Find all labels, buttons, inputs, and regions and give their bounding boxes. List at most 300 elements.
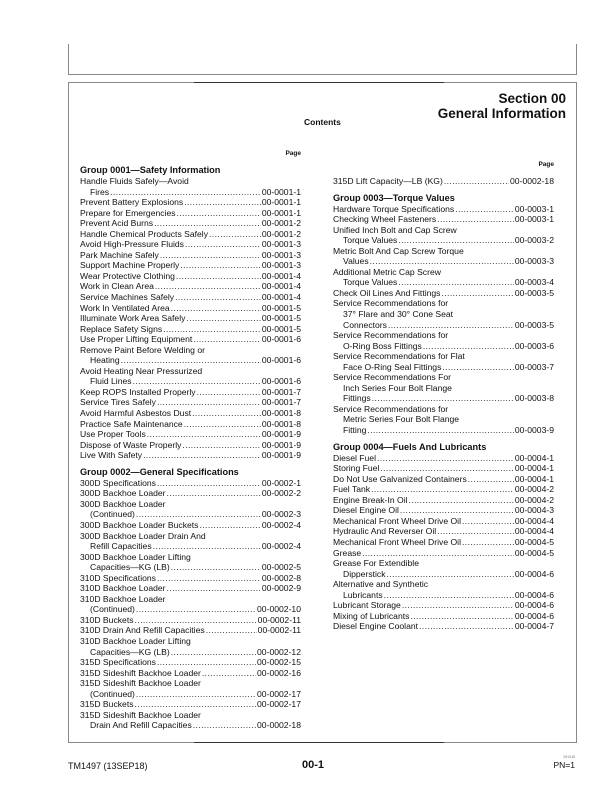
toc-entry-title: Drain And Refill Capacities [90, 720, 192, 731]
toc-entry-title: Mixing of Lubricants [333, 610, 410, 621]
toc-entry[interactable] [80, 678, 301, 699]
toc-entry-title: Torque Values [343, 235, 398, 246]
toc-entry-page: 00-0001-2 [261, 218, 301, 229]
toc-entry-page: 00-0002-2 [261, 488, 301, 499]
toc-entry-page: 00-0004-7 [514, 621, 554, 632]
toc-entry-page: 00-0001-4 [261, 292, 301, 303]
toc-entry-title: Capacities—KG (LB) [90, 562, 170, 573]
toc-entry-page: 00-0001-5 [261, 302, 301, 313]
toc-entry-page: 00-0001-4 [261, 270, 301, 281]
toc-entry-title: 300D Backhoe Loader Drain And [80, 530, 206, 541]
toc-entry-page: 00-0002-4 [261, 519, 301, 530]
dot-leader [184, 419, 261, 430]
toc-entry-title: Grease For Extendible [333, 558, 419, 569]
dot-leader [184, 197, 261, 208]
toc-entry-title: Handle Fluids Safely—Avoid [80, 176, 189, 186]
toc-entry-page: 00-0004-2 [514, 494, 554, 505]
toc-entry-title: Fitting [343, 425, 367, 436]
toc-entry-page: 00-0002-10 [257, 604, 301, 615]
toc-group [80, 165, 301, 461]
toc-entry-title: Inch Series Four Bolt Flange [343, 382, 452, 393]
toc-entry-page: 00-0001-6 [261, 334, 301, 345]
previous-page-frame [68, 44, 577, 75]
toc-entry[interactable] [333, 505, 554, 516]
toc-entry[interactable] [80, 478, 301, 489]
toc-entry[interactable] [333, 288, 554, 299]
toc-entry-page: 00-0001-8 [261, 418, 301, 429]
toc-entry[interactable] [80, 488, 301, 499]
toc-entry-title: Service Machines Safely [80, 292, 175, 303]
toc-entry-title: Additional Metric Cap Screw [333, 266, 441, 277]
toc-entry-title: 315D Sideshift Backhoe Loader [80, 709, 201, 720]
toc-groups-left [80, 165, 301, 731]
toc-entry-title: Prepare for Emergencies [80, 207, 176, 218]
toc-entry-page: 00-0002-8 [261, 572, 301, 583]
toc-entry-page: 00-0001-5 [261, 313, 301, 324]
dot-leader [136, 689, 256, 700]
toc-entry-title: 37° Flare and 30° Cone Seat [343, 309, 454, 320]
dot-leader [202, 668, 256, 679]
toc-group-title[interactable]: Group 0002—General Specifications [80, 466, 239, 477]
toc-entry-title: Unified Inch Bolt and Cap Screw [333, 224, 457, 235]
dot-leader [419, 621, 514, 632]
dot-leader [367, 425, 513, 436]
footer-pn: PN=1 [553, 760, 575, 770]
dot-leader [423, 341, 514, 352]
toc-entry-title: 315D Sideshift Backhoe Loader [80, 667, 201, 678]
toc-entry[interactable] [80, 397, 301, 408]
toc-entry-page: 00-0004-6 [514, 610, 554, 621]
toc-entry[interactable] [80, 208, 301, 219]
toc-entry[interactable] [333, 246, 554, 267]
dot-leader [167, 583, 261, 594]
toc-entry-page: 00-0002-4 [261, 541, 301, 552]
toc-entry-page: 00-0003-9 [514, 425, 554, 436]
toc-entry-page: 00-0004-1 [514, 463, 554, 474]
toc-group [333, 442, 554, 632]
toc-entry-title: Fires [90, 186, 110, 197]
footer-page-number: 00-1 [302, 759, 325, 771]
toc-entry-page: 00-0002-17 [257, 699, 301, 710]
toc-entry-page: 00-0001-9 [261, 439, 301, 450]
dot-leader [209, 229, 261, 240]
toc-entry[interactable] [80, 499, 301, 520]
toc-entry-page: 00-0001-3 [261, 239, 301, 250]
toc-group-title[interactable]: Group 0003—Torque Values [333, 192, 455, 203]
dot-leader [398, 235, 514, 246]
toc-entry-page: 00-0002-16 [257, 667, 301, 678]
dot-leader [171, 303, 261, 314]
section-title: General Information [437, 106, 566, 121]
toc-entry-title: Torque Values [343, 277, 398, 288]
toc-entry-title: (Continued) [90, 509, 135, 520]
toc-entry-title: Capacities—KG (LB) [90, 646, 170, 657]
toc-entry-page: 00-0002-5 [261, 562, 301, 573]
toc-entry-title: Fluid Lines [90, 376, 132, 387]
dot-leader [177, 208, 261, 219]
dot-leader [197, 387, 261, 398]
toc-entry-title: Use Proper Lifting Equipment [80, 334, 193, 345]
toc-entry[interactable] [80, 345, 301, 366]
toc-entry-page: 00-0003-5 [514, 319, 554, 330]
toc-entry[interactable] [80, 520, 301, 531]
toc-entry-page: 00-0004-1 [514, 452, 554, 463]
toc-entry-title: O-Ring Boss Fittings [343, 340, 422, 351]
frame-accent-bottom [194, 742, 444, 743]
toc-entry-page: 00-0001-8 [261, 408, 301, 419]
toc-entry-page: 00-0001-3 [261, 260, 301, 271]
toc-entry[interactable] [80, 573, 301, 584]
toc-entry-title: Practice Safe Maintenance [80, 418, 183, 429]
dot-leader [455, 204, 514, 215]
toc-entry-title: Face O-Ring Seal Fittings [343, 361, 442, 372]
toc-entry[interactable] [333, 351, 554, 372]
toc-entry[interactable] [333, 225, 554, 246]
dot-leader [153, 541, 261, 552]
dot-leader [133, 376, 261, 387]
toc-entry-title: Hardware Torque Specifications [333, 203, 455, 214]
dot-leader [410, 611, 513, 622]
dot-leader [377, 453, 514, 464]
dot-leader [154, 218, 261, 229]
dot-leader [193, 334, 261, 345]
toc-entry[interactable] [333, 526, 554, 537]
toc-entry-title: Mechanical Front Wheel Drive Oil [333, 515, 461, 526]
dot-leader [167, 488, 261, 499]
toc-entry-page: 00-0004-5 [514, 547, 554, 558]
toc-entry-title: Refill Capacities [90, 541, 152, 552]
dot-leader [444, 176, 509, 187]
footer-right [554, 755, 576, 770]
footer-code: 091318 [563, 755, 575, 759]
toc-entry-title: Metric Bolt And Cap Screw Torque [333, 245, 464, 256]
toc-entry-page: 00-0001-3 [261, 249, 301, 260]
toc-entry-title: 300D Specifications [80, 477, 156, 488]
toc-entry-title: Check Oil Lines And Fittings [333, 287, 441, 298]
toc-entry[interactable] [80, 292, 301, 303]
toc-entry-page: 00-0002-1 [261, 477, 301, 488]
toc-entry-title: 300D Backhoe Loader Buckets [80, 519, 199, 530]
toc-entry-title: 310D Backhoe Loader Lifting [80, 635, 191, 646]
toc-entry[interactable] [80, 239, 301, 250]
toc-entry-title: Fittings [343, 393, 371, 404]
toc-entry-page: 00-0004-4 [514, 515, 554, 526]
toc-entry[interactable] [333, 600, 554, 611]
toc-entry-title: Handle Chemical Products Safely [80, 228, 209, 239]
toc-entry-page: 00-0001-1 [261, 197, 301, 208]
toc-entry-title: Park Machine Safely [80, 249, 159, 260]
toc-entry[interactable] [333, 484, 554, 495]
toc-entry-title: 315D Buckets [80, 699, 134, 710]
toc-entry-title: 310D Backhoe Loader [80, 593, 166, 604]
toc-entry[interactable] [80, 699, 301, 710]
dot-leader [182, 440, 260, 451]
toc-entry[interactable] [80, 429, 301, 440]
toc-entry-title: 315D Specifications [80, 657, 156, 668]
toc-entry-page: 00-0001-9 [261, 450, 301, 461]
toc-entry-page: 00-0003-3 [514, 256, 554, 267]
toc-entry-title: 300D Backhoe Loader Lifting [80, 551, 191, 562]
toc-entry-title: Avoid Harmful Asbestos Dust [80, 408, 192, 419]
toc-entry-title: 310D Drain And Refill Capacities [80, 625, 205, 636]
dot-leader [370, 256, 514, 267]
toc-entry[interactable] [80, 229, 301, 240]
section-heading [438, 91, 566, 121]
toc-entry[interactable] [80, 366, 301, 387]
toc-entry-title: Engine Break-In Oil [333, 494, 408, 505]
toc-entry[interactable] [333, 537, 554, 548]
dot-leader [400, 505, 514, 516]
toc-entry-page: 00-0003-1 [514, 214, 554, 225]
toc-entry[interactable] [80, 668, 301, 679]
toc-entry-title: Diesel Fuel [333, 452, 376, 463]
toc-entry[interactable] [333, 330, 554, 351]
toc-entry-page: 00-0004-6 [514, 589, 554, 600]
toc-entry[interactable] [80, 657, 301, 668]
toc-entry[interactable] [333, 474, 554, 485]
dot-leader [442, 362, 513, 373]
toc-entry-title: Service Recommendations for [333, 298, 449, 309]
dot-leader [185, 239, 261, 250]
toc-entry-title: 310D Buckets [80, 614, 134, 625]
toc-group-title[interactable]: Group 0001—Safety Information [80, 165, 221, 175]
toc-entry-page: 00-0003-5 [514, 287, 554, 298]
toc-entry[interactable] [80, 197, 301, 208]
toc-entry-page: 00-0004-1 [514, 473, 554, 484]
toc-entry-title: Service Recommendations for Flat [333, 351, 465, 362]
toc-entry[interactable] [333, 548, 554, 559]
dot-leader [160, 250, 261, 261]
toc-entry[interactable] [80, 324, 301, 335]
dot-leader [362, 548, 514, 559]
toc-entry-title: 300D Backhoe Loader [80, 488, 166, 499]
dot-leader [157, 657, 256, 668]
dot-leader [157, 397, 261, 408]
dot-leader [192, 408, 261, 419]
toc-entry-page: 00-0001-7 [261, 386, 301, 397]
toc-entry[interactable] [80, 552, 301, 573]
dot-leader [135, 615, 257, 626]
toc-entry[interactable] [80, 636, 301, 657]
toc-entry[interactable] [333, 463, 554, 474]
toc-entry[interactable] [333, 516, 554, 527]
toc-entry-page: 00-0001-1 [261, 186, 301, 197]
toc-entry[interactable] [80, 176, 301, 197]
toc-entry[interactable] [333, 558, 554, 579]
dot-leader [387, 569, 514, 580]
toc-entry-page: 00-0003-4 [514, 277, 554, 288]
toc-entry[interactable] [80, 313, 301, 324]
toc-entry[interactable] [333, 176, 554, 187]
frame-accent-top [194, 82, 444, 83]
toc-entry-page: 00-0003-1 [514, 203, 554, 214]
toc-entry-page: 00-0002-15 [257, 657, 301, 668]
toc-entry[interactable] [333, 214, 554, 225]
section-number: Section 00 [498, 91, 566, 106]
toc-entry-title: Checking Wheel Fasteners [333, 214, 437, 225]
toc-entry-title: Avoid High-Pressure Fluids [80, 239, 184, 250]
toc-entry-title: Support Machine Properly [80, 260, 180, 271]
toc-entry[interactable] [333, 298, 554, 330]
toc-entry[interactable] [333, 611, 554, 622]
dot-leader [206, 625, 257, 636]
toc-group [80, 467, 301, 731]
toc-entry[interactable] [80, 260, 301, 271]
dot-leader [135, 699, 257, 710]
toc-entry[interactable] [80, 531, 301, 552]
toc-entry[interactable] [80, 218, 301, 229]
toc-entry-page: 00-0004-6 [514, 568, 554, 579]
dot-leader [175, 292, 261, 303]
toc-entry[interactable] [80, 271, 301, 282]
toc-entry-title: Prevent Battery Explosions [80, 197, 184, 208]
dot-leader [380, 463, 513, 474]
toc-entry-title: Lubricants [343, 589, 383, 600]
toc-entry[interactable] [80, 303, 301, 314]
toc-entry-title: Do Not Use Galvanized Containers [333, 473, 467, 484]
toc-entry-title: Service Recommendations For [333, 372, 451, 383]
toc-entry-page: 00-0001-5 [261, 323, 301, 334]
dot-leader [171, 647, 256, 658]
dot-leader [157, 478, 261, 489]
toc-entry-page: 00-0002-11 [257, 614, 301, 625]
toc-entry[interactable] [333, 621, 554, 632]
toc-entry-page: 00-0003-8 [514, 393, 554, 404]
toc-entry-title: 315D Sideshift Backhoe Loader [80, 678, 201, 689]
toc-entry-title: Dipperstick [343, 568, 386, 579]
toc-entry[interactable] [80, 419, 301, 430]
toc-entry-title: Use Proper Tools [80, 429, 146, 440]
toc-entry[interactable] [333, 495, 554, 506]
dot-leader [186, 313, 260, 324]
toc-entry[interactable] [80, 387, 301, 398]
toc-entry-title: Diesel Engine Oil [333, 505, 399, 516]
dot-leader [384, 590, 514, 601]
toc-entry-title: Remove Paint Before Welding or [80, 344, 205, 355]
dot-leader [176, 271, 261, 282]
toc-entry[interactable] [333, 453, 554, 464]
toc-entry-title: Live With Safety [80, 450, 143, 461]
dot-leader [437, 214, 514, 225]
dot-leader [371, 484, 514, 495]
toc-group [333, 193, 554, 436]
toc-entry[interactable] [333, 579, 554, 600]
toc-entry[interactable] [80, 281, 301, 292]
toc-entry-title: 300D Backhoe Loader [80, 498, 166, 509]
toc-entry-title: Diesel Engine Coolant [333, 621, 419, 632]
toc-entry-title: Service Recommendations for [333, 403, 449, 414]
toc-entry[interactable] [80, 615, 301, 626]
toc-entry-page: 00-0004-5 [514, 536, 554, 547]
toc-entry-title: Alternative and Synthetic [333, 579, 429, 590]
toc-entry-title: 310D Specifications [80, 572, 156, 583]
toc-entry[interactable] [80, 710, 301, 731]
toc-entry-page: 00-0002-18 [510, 176, 554, 186]
toc-continued-entries [333, 176, 554, 187]
toc-entry-page: 00-0001-2 [261, 228, 301, 239]
toc-entry[interactable] [80, 583, 301, 594]
dot-leader [193, 720, 256, 731]
toc-entry-page: 00-0001-6 [261, 355, 301, 366]
contents-label: Contents [304, 117, 341, 127]
toc-entry-title: Wear Protective Clothing [80, 270, 175, 281]
dot-leader [163, 324, 261, 335]
dot-leader [171, 562, 261, 573]
toc-entry-page: 00-0004-3 [514, 505, 554, 516]
toc-entry-page: 00-0002-9 [261, 583, 301, 594]
toc-entry-page: 00-0004-2 [514, 484, 554, 495]
toc-entry-title: Dispose of Waste Properly [80, 439, 182, 450]
toc-right-column [333, 160, 554, 632]
toc-entry-page: 00-0002-3 [261, 509, 301, 520]
toc-entry-title: Fuel Tank [333, 484, 371, 495]
toc-entry-title: Work in Clean Area [80, 281, 154, 292]
toc-entry-title: Lubricant Storage [333, 600, 401, 611]
page-column-header: Page [538, 161, 554, 168]
toc-entry[interactable] [333, 267, 554, 288]
toc-entry-page: 00-0002-18 [257, 720, 301, 731]
toc-entry-page: 00-0001-1 [261, 207, 301, 218]
toc-entry[interactable] [80, 450, 301, 461]
toc-entry-page: 00-0002-12 [257, 646, 301, 657]
toc-entry-title: Metric Series Four Bolt Flange [343, 414, 460, 425]
dot-leader [147, 429, 261, 440]
dot-leader [437, 526, 514, 537]
dot-leader [402, 600, 514, 611]
toc-entry[interactable] [80, 625, 301, 636]
toc-entry-title: 310D Backhoe Loader [80, 583, 166, 594]
dot-leader [441, 288, 513, 299]
toc-entry[interactable] [80, 334, 301, 345]
toc-entry-title: Avoid Heating Near Pressurized [80, 365, 203, 376]
toc-entry[interactable] [333, 372, 554, 404]
dot-leader [462, 516, 514, 527]
dot-leader [180, 260, 260, 271]
toc-entry-title: Values [343, 256, 369, 267]
toc-entry-title: Hydraulic And Reverser Oil [333, 526, 437, 537]
toc-entry-title: Prevent Acid Burns [80, 218, 154, 229]
toc-entry-title: (Continued) [90, 688, 135, 699]
toc-entry[interactable] [80, 594, 301, 615]
toc-entry-title: Heating [90, 355, 120, 366]
toc-groups-right [333, 193, 554, 632]
page-column-header: Page [285, 150, 301, 157]
toc-entry-page: 00-0003-6 [514, 340, 554, 351]
dot-leader [462, 537, 514, 548]
page-frame [68, 82, 577, 743]
toc-entry-title: Replace Safety Signs [80, 323, 163, 334]
toc-entry-title: (Continued) [90, 604, 135, 615]
toc-entry[interactable] [333, 204, 554, 215]
dot-leader [388, 320, 514, 331]
toc-entry[interactable] [80, 440, 301, 451]
toc-entry-title: Grease [333, 547, 362, 558]
dot-leader [157, 573, 261, 584]
dot-leader [110, 187, 261, 198]
toc-entry-page: 00-0001-4 [261, 281, 301, 292]
toc-group-title[interactable]: Group 0004—Fuels And Lubricants [333, 441, 487, 452]
toc-entry-title: Mechanical Front Wheel Drive Oil [333, 536, 461, 547]
dot-leader [136, 604, 256, 615]
toc-entry[interactable] [80, 408, 301, 419]
toc-entry-title: Connectors [343, 319, 387, 330]
toc-entry[interactable] [80, 250, 301, 261]
dot-leader [136, 509, 261, 520]
toc-entry[interactable] [333, 404, 554, 436]
toc-entry-page: 00-0001-7 [261, 397, 301, 408]
dot-leader [409, 495, 514, 506]
toc-entry-page: 00-0003-7 [514, 361, 554, 372]
